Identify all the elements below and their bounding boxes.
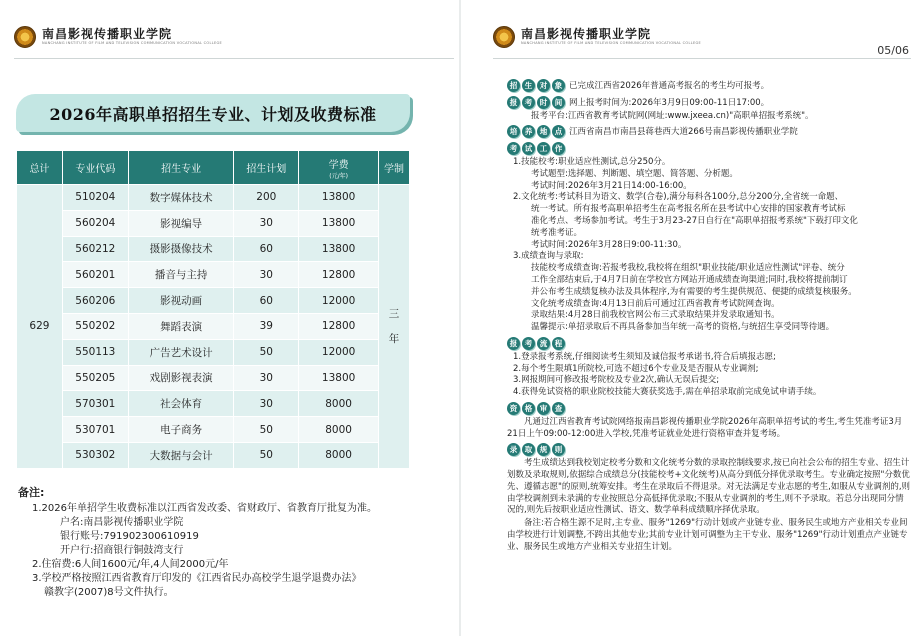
badge-char: 程 — [552, 337, 565, 350]
major-cell: 影视编导 — [128, 210, 234, 236]
note-line: 3.学校严格按照江西省教育厅印发的《江西省民办高校学生退学退费办法》 — [32, 573, 362, 584]
table-row — [17, 417, 410, 443]
page-title: 2026年高职单招招生专业、计划及收费标准 — [49, 104, 377, 124]
section-2 — [507, 125, 912, 139]
plan-cell: 50 — [234, 339, 299, 365]
badge-char: 资 — [507, 402, 520, 415]
admit-badge — [507, 443, 565, 456]
system-char: 年 — [388, 333, 400, 346]
fee-cell: 13800 — [299, 185, 379, 211]
badge-char: 养 — [522, 125, 535, 138]
code-cell: 550202 — [62, 313, 128, 339]
page-number: 05/06 — [877, 44, 909, 57]
fee-cell: 8000 — [299, 391, 379, 417]
badge-char: 培 — [507, 125, 520, 138]
exam-line: 录取结果:4月28日前我校官网公布三式录取结果并发录取通知书。 — [531, 310, 780, 321]
badge-char: 流 — [537, 337, 550, 350]
system-char: 三 — [388, 308, 400, 321]
plan-cell: 50 — [234, 417, 299, 443]
exam-line: 3.成绩查询与录取: — [513, 251, 584, 262]
fee-cell: 13800 — [299, 365, 379, 391]
badge-char: 象 — [552, 79, 565, 92]
section-3 — [507, 142, 912, 156]
exam-line: 2.文化统考:考试科目为语文、数学(合卷),满分每科各100分,总分200分,全省统一命题、 — [513, 192, 844, 203]
admit-paragraph: 考生成绩达到我校划定校考分数和文化统考分数的录取控制线要求,按已向社会公布的招生专业、招生计划数及录取规则,依据综合成绩总分(技能校考+文化统考)从高分到低分择优录取考生。专业确定按照"分数优先、遵循志愿"的原则,统筹安排。考生在录取后不得退录。对无法满足专业志愿的考生,如服从专业调剂的,则由学校调剂到未录满的专业按照总分高低择优录取;不服从专业调剂的考生,则不予录取。若总分出现同分情况的,则先后按职业适应性测试、语文、数学单科成绩顺序择优录取。 — [507, 458, 911, 516]
badge-char: 考 — [522, 96, 535, 109]
code-cell: 560206 — [62, 288, 128, 314]
section-text: 已完成江西省2026年普通高考报名的考生均可报考。 — [569, 81, 770, 91]
section-badge — [507, 125, 565, 138]
table-row — [17, 365, 410, 391]
major-cell: 摄影摄像技术 — [128, 236, 234, 262]
exam-line: 并公布考生成绩复核办法及具体程序,为有需要的考生提供规范、便捷的成绩复核服务。 — [531, 286, 857, 297]
review-badge — [507, 402, 565, 415]
major-cell: 数字媒体技术 — [128, 185, 234, 211]
exam-line: 考试时间:2026年3月21日14:00-16:00。 — [531, 180, 692, 191]
major-cell: 广告艺术设计 — [128, 339, 234, 365]
section-0 — [507, 79, 912, 93]
right-page — [461, 0, 921, 636]
header-rule — [14, 58, 454, 59]
header-total: 总计 — [17, 151, 63, 185]
total-cell: 629 — [17, 185, 63, 469]
system-cell — [379, 185, 410, 469]
table-row — [17, 236, 410, 262]
major-cell: 电子商务 — [128, 417, 234, 443]
apply-line: 1.登录报考系统,仔细阅读考生须知及诚信报考承诺书,符合后填报志愿; — [513, 351, 776, 362]
header-major: 招生专业 — [128, 151, 234, 185]
plan-cell: 50 — [234, 442, 299, 468]
plan-cell: 30 — [234, 210, 299, 236]
review-text: 凡通过江西省教育考试院网络报南昌影视传播职业学院2026年高职单招考试的考生,考生凭准考证3月21日上午09:00-12:00进入学校,凭准考证就业处进行资格审查并复考场。 — [507, 416, 903, 439]
admission-info — [507, 78, 912, 553]
note-line: 户名:南昌影视传播职业学院 — [60, 517, 184, 528]
admit-section — [507, 443, 912, 457]
header-system: 学制 — [379, 151, 410, 185]
badge-char: 招 — [507, 79, 520, 92]
code-cell: 530302 — [62, 442, 128, 468]
code-cell: 550113 — [62, 339, 128, 365]
school-logo — [493, 26, 701, 48]
table-row — [17, 185, 410, 211]
review-section — [507, 402, 912, 416]
plan-cell: 60 — [234, 236, 299, 262]
table-row — [17, 442, 410, 468]
code-cell: 530701 — [62, 417, 128, 443]
major-cell: 舞蹈表演 — [128, 313, 234, 339]
apply-line: 3.网报期间可修改报考院校及专业2次,确认无误后提交; — [513, 375, 720, 386]
badge-char: 地 — [537, 125, 550, 138]
plan-cell: 39 — [234, 313, 299, 339]
badge-char: 试 — [522, 142, 535, 155]
header-rule — [493, 58, 911, 59]
apply-line: 4.获得免试资格的职业院校技能大赛获奖选手,需在单招录取前完成免试申请手续。 — [513, 387, 822, 398]
note-line: 开户行:招商银行铜鼓湾支行 — [60, 545, 184, 556]
code-cell: 560212 — [62, 236, 128, 262]
plan-cell: 30 — [234, 365, 299, 391]
badge-char: 点 — [552, 125, 565, 138]
notes-heading: 备注: — [18, 486, 45, 499]
major-cell: 戏剧影视表演 — [128, 365, 234, 391]
exam-line: 统考准考证。 — [531, 227, 583, 238]
exam-line: 技能校考成绩查询:若报考我校,我校将在组织"职业技能/职业适应性测试"评卷、统分 — [531, 263, 845, 274]
major-cell: 影视动画 — [128, 288, 234, 314]
apply-section — [507, 337, 912, 351]
plan-cell: 30 — [234, 391, 299, 417]
major-cell: 大数据与会计 — [128, 442, 234, 468]
code-cell: 560201 — [62, 262, 128, 288]
section-badge — [507, 79, 565, 92]
exam-line: 考试时间:2026年3月28日9:00-11:30。 — [531, 239, 687, 250]
exam-line: 温馨提示:单招录取后不再具备参加当年统一高考的资格,与统招生享受同等待遇。 — [531, 322, 835, 333]
note-line: 银行账号:791902300610919 — [60, 531, 199, 542]
badge-char: 考 — [507, 142, 520, 155]
badge-char: 对 — [537, 79, 550, 92]
school-emblem-icon — [14, 26, 36, 48]
badge-char: 取 — [522, 443, 535, 456]
note-line: 1.2026年单招学生收费标准以江西省发改委、省财政厅、省教育厅批复为准。 — [32, 503, 377, 514]
note-line: 赣教字(2007)8号文件执行。 — [44, 587, 174, 598]
badge-char: 审 — [537, 402, 550, 415]
exam-line: 统一考试。所有报考高职单招考生在高考报名所在县考试中心安排的国家教育考试标 — [531, 204, 846, 215]
exam-line: 准化考点、考场参加考试。考生于3月23-27日自行在"高职单招报考系统"下载打印文化 — [531, 215, 858, 226]
badge-char: 间 — [552, 96, 565, 109]
badge-char: 格 — [522, 402, 535, 415]
table-header-row — [17, 151, 410, 185]
fee-cell: 12800 — [299, 313, 379, 339]
fee-cell: 13800 — [299, 236, 379, 262]
badge-char: 则 — [552, 443, 565, 456]
fee-cell: 12800 — [299, 262, 379, 288]
code-cell: 570301 — [62, 391, 128, 417]
exam-line: 工作全部结束后,于4月7日前在学校官方网站开通成绩查询渠道;同时,我校将提前制订 — [531, 274, 848, 285]
badge-char: 录 — [507, 443, 520, 456]
plan-cell: 200 — [234, 185, 299, 211]
badge-char: 作 — [552, 142, 565, 155]
header-code: 专业代码 — [62, 151, 128, 185]
code-cell: 510204 — [62, 185, 128, 211]
table-row — [17, 391, 410, 417]
section-text: 网上报考时间为:2026年3月9日09:00-11日17:00。 — [569, 97, 770, 108]
header-plan: 招生计划 — [234, 151, 299, 185]
plan-cell: 60 — [234, 288, 299, 314]
fee-cell: 8000 — [299, 417, 379, 443]
table-row — [17, 313, 410, 339]
section-text: 江西省南昌市南昌县蒋巷西大道266号南昌影视传播职业学院 — [569, 127, 798, 138]
school-name-en: NANCHANG INSTITUTE OF FILM AND TELEVISION COMMUNICATION VOCATIONAL COLLEGE — [42, 41, 223, 46]
notes — [18, 486, 418, 600]
fees-table — [16, 150, 410, 469]
apply-line: 2.每个考生限填1所院校,可选不超过6个专业及是否服从专业调剂; — [513, 363, 759, 374]
fee-cell: 12000 — [299, 339, 379, 365]
apply-badge — [507, 337, 565, 350]
badge-char: 规 — [537, 443, 550, 456]
left-page — [0, 0, 460, 636]
section-badge — [507, 142, 565, 155]
badge-char: 工 — [537, 142, 550, 155]
school-emblem-icon — [493, 26, 515, 48]
table-row — [17, 210, 410, 236]
admit-paragraph: 备注:若合格生源不足时,主专业、服务"1269"行动计划或产业链专业、服务民生或地方产业相关专业间由学校进行计划调整,不跨出其他专业;其前专业计划可调整为主干专业、服务"1269"行动计划重点产业链专业、服务民生或地方产业相关专业招生计划。 — [507, 518, 908, 552]
school-name-en: NANCHANG INSTITUTE OF FILM AND TELEVISION COMMUNICATION VOCATIONAL COLLEGE — [521, 41, 702, 46]
major-cell: 播音与主持 — [128, 262, 234, 288]
school-name-cn: 南昌影视传播职业学院 — [521, 27, 652, 42]
exam-line: 考试题型:选择题、判断题、填空题、简答题、分析题。 — [531, 168, 738, 179]
table-row — [17, 262, 410, 288]
page-title-banner — [16, 94, 410, 132]
school-name-cn: 南昌影视传播职业学院 — [42, 27, 173, 42]
badge-char: 时 — [537, 96, 550, 109]
code-cell: 550205 — [62, 365, 128, 391]
section-1 — [507, 96, 912, 110]
fee-cell: 8000 — [299, 442, 379, 468]
fee-cell: 13800 — [299, 210, 379, 236]
section-badge — [507, 96, 565, 109]
badge-char: 生 — [522, 79, 535, 92]
code-cell: 560204 — [62, 210, 128, 236]
note-line: 2.住宿费:6人间1600元/年,4人间2000元/年 — [32, 559, 229, 570]
exam-line: 1.技能校考:职业适应性测试,总分250分。 — [513, 156, 671, 167]
table-row — [17, 339, 410, 365]
badge-char: 考 — [522, 337, 535, 350]
header-fee: 学费 (元/年) — [299, 151, 379, 185]
major-cell: 社会体育 — [128, 391, 234, 417]
badge-char: 报 — [507, 96, 520, 109]
badge-char: 报 — [507, 337, 520, 350]
section-extra-line: 报考平台:江西省教育考试院网(网址:www.jxeea.cn)"高职单招报考系统"。 — [531, 110, 814, 121]
table-body — [17, 185, 410, 469]
badge-char: 查 — [552, 402, 565, 415]
fee-cell: 12000 — [299, 288, 379, 314]
exam-line: 文化统考成绩查询:4月13日前后可通过江西省教育考试院网查询。 — [531, 298, 780, 309]
school-logo — [14, 26, 222, 48]
plan-cell: 30 — [234, 262, 299, 288]
table-row — [17, 288, 410, 314]
